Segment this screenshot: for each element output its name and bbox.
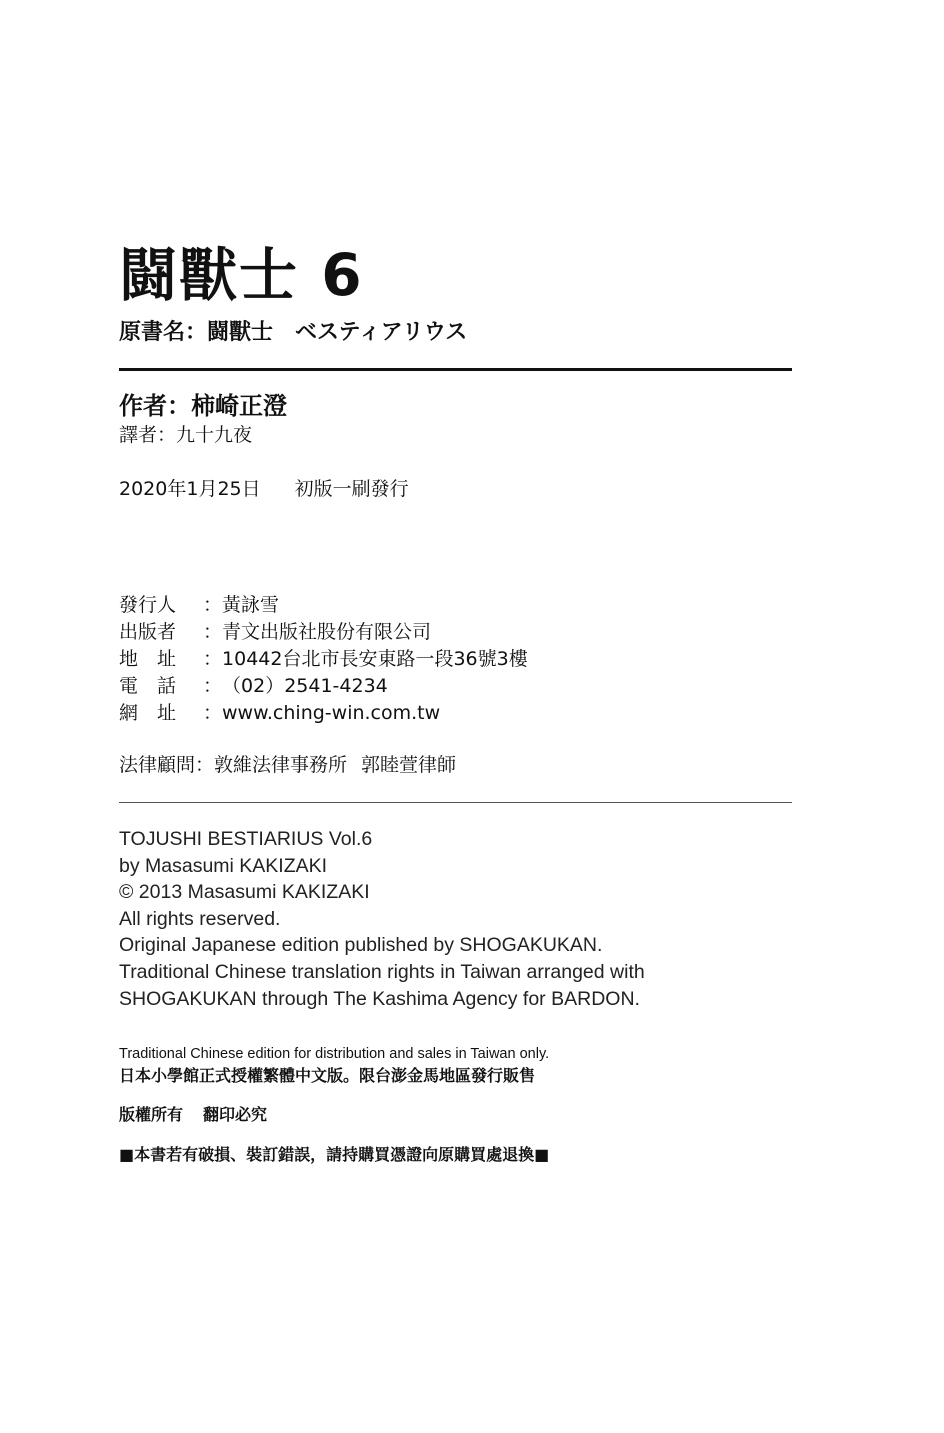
translator-line: 譯者：九十九夜 (119, 424, 253, 446)
publisher-company-row: 出版者 ： 青文出版社股份有限公司 (119, 619, 528, 646)
phone-row: 電 話 ： （02）2541-4234 (119, 673, 528, 700)
pub-label: 電 話 (119, 675, 177, 697)
section-divider (119, 802, 792, 803)
pub-label: 發行人 (119, 594, 177, 616)
legal-advisor-label: 法律顧問：敦維法律事務所 (119, 754, 348, 776)
publisher-person-row: 發行人 ： 黃詠雪 (119, 592, 528, 619)
pub-value: （02）2541-4234 (222, 675, 388, 697)
website-row: 網 址 ： www.ching-win.com.tw (119, 700, 528, 727)
defect-notice: ■本書若有破損、裝訂錯誤，請持購買憑證向原購買處退換■ (119, 1145, 550, 1164)
book-title: 闘獸士 6 (119, 241, 364, 309)
print-date: 2020年1月25日 (119, 478, 261, 500)
address-row: 地 址 ： 10442台北市長安東路一段36號3樓 (119, 646, 528, 673)
legal-advisor-name: 郭睦萱律師 (361, 754, 457, 776)
credit-line: SHOGAKUKAN through The Kashima Agency for BARDON. (119, 987, 640, 1010)
credit-line: TOJUSHI BESTIARIUS Vol.6 (119, 828, 373, 850)
pub-value: 青文出版社股份有限公司 (222, 621, 432, 643)
credit-line: All rights reserved. (119, 907, 281, 930)
pub-label: 地 址 (119, 648, 177, 670)
first-print-line (119, 476, 409, 502)
copyright-left: 版權所有 (119, 1105, 184, 1124)
pub-label: 網 址 (119, 702, 177, 724)
copyright-notice (119, 1103, 267, 1127)
pub-value: 10442台北市長安東路一段36號3樓 (222, 648, 528, 670)
title-divider (119, 368, 792, 371)
website-link[interactable]: www.ching-win.com.tw (222, 702, 441, 724)
legal-advisor-line (119, 752, 456, 778)
pub-value: 黃詠雪 (222, 594, 280, 616)
print-edition: 初版一刷發行 (294, 478, 409, 500)
distribution-notice (119, 1044, 549, 1086)
credit-line: Original Japanese edition published by SHOGAKUKAN. (119, 934, 603, 957)
credit-line: by Masasumi KAKIZAKI (119, 854, 328, 877)
pub-label: 出版者 (119, 621, 177, 643)
author-line: 作者：柿崎正澄 (119, 392, 287, 420)
credit-line: Traditional Chinese translation rights in Taiwan arranged with (119, 960, 645, 983)
distribution-zh: 日本小學館正式授權繁體中文版。限台澎金馬地區發行販售 (119, 1066, 536, 1085)
publication-info (119, 592, 528, 727)
copyright-right: 翻印必究 (203, 1105, 268, 1124)
english-credits (119, 826, 645, 1012)
original-title: 原書名：闘獸士 ベスティアリウス (119, 320, 468, 345)
distribution-en: Traditional Chinese edition for distribution and sales in Taiwan only. (119, 1046, 550, 1062)
credit-line: © 2013 Masasumi KAKIZAKI (119, 881, 370, 904)
